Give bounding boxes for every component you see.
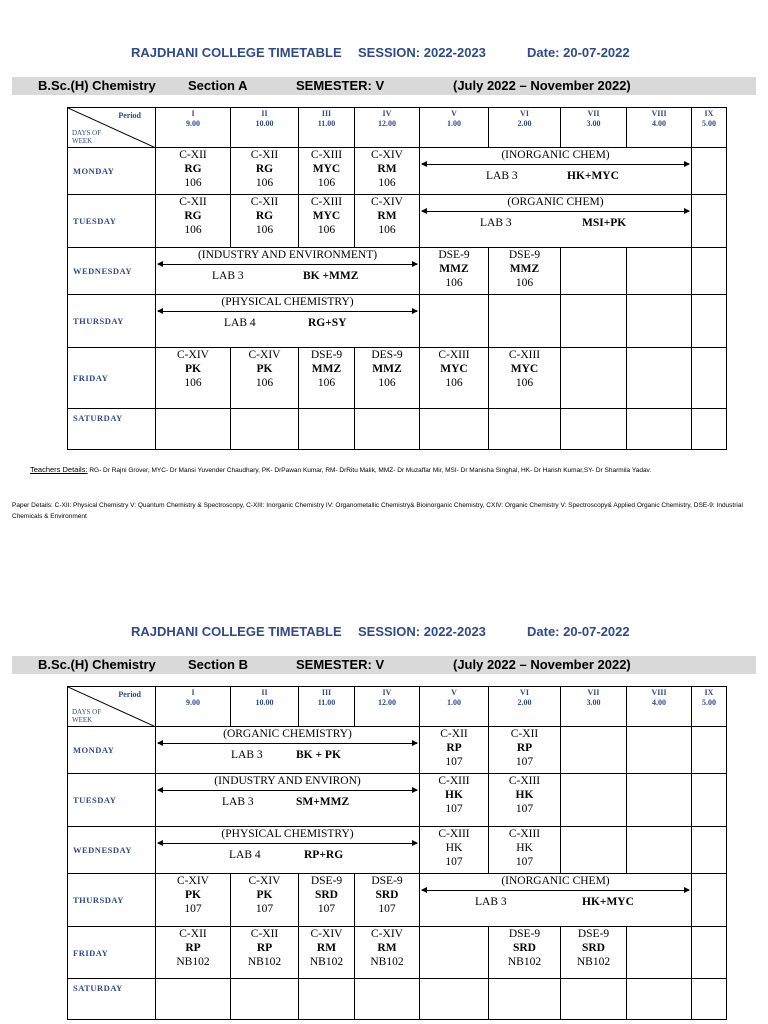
timetable-section-b	[67, 686, 727, 1020]
lab-cell	[156, 827, 420, 874]
period-4-header: IV 12.00	[355, 108, 420, 148]
lab-room: LAB 4	[229, 849, 261, 861]
span-arrow	[422, 890, 689, 891]
empty-cell	[692, 295, 727, 348]
period-header: Period	[118, 690, 141, 699]
span-arrow	[422, 211, 689, 212]
empty-cell	[692, 927, 727, 979]
lab-teachers: SM+MMZ	[296, 796, 350, 808]
session-label: SESSION: 2022-2023	[358, 624, 486, 639]
empty-cell	[420, 409, 489, 450]
class-cell: C-XII RP 107	[420, 727, 489, 774]
period-4-header: IV 12.00	[355, 687, 420, 727]
paper-details-text: C-XII: Physical Chemistry V: Quantum Chemistry & Spectroscopy, C-XIII: Inorganic Chemistry IV: Organometallic Chemistry& Bioinorganic Chemistry, CXIV: Organic Chemistry V: Spectroscopy& Applied Organic Chemistry, DSE-9: Industrial Chemicals & Environment	[12, 502, 743, 520]
semester-label: SEMESTER: V	[296, 78, 385, 93]
empty-cell	[692, 148, 727, 195]
day-label: FRIDAY	[68, 927, 156, 979]
paper-details	[12, 500, 756, 522]
days-header: DAYS OF WEEK	[72, 708, 102, 724]
empty-cell	[231, 979, 299, 1020]
lab-title: (PHYSICAL CHEMISTRY)	[221, 296, 354, 308]
empty-cell	[299, 409, 355, 450]
period-8-header: VIII 4.00	[627, 108, 692, 148]
empty-cell	[156, 979, 231, 1020]
period-5-header: V 1.00	[420, 108, 489, 148]
course-band-a	[12, 77, 756, 95]
class-cell: DSE-9 MMZ 106	[299, 348, 355, 409]
lab-cell	[156, 248, 420, 295]
paper-details-label: Paper Details:	[12, 502, 53, 509]
lab-cell	[420, 195, 692, 248]
day-label: SATURDAY	[68, 409, 156, 450]
lab-room: LAB 3	[475, 896, 507, 908]
empty-cell	[692, 727, 727, 774]
class-cell: C-XIII MYC 106	[299, 195, 355, 248]
class-cell: DES-9 MMZ 106	[355, 348, 420, 409]
class-cell: C-XII RP NB102	[231, 927, 299, 979]
empty-cell	[692, 248, 727, 295]
period-range: (July 2022 – November 2022)	[453, 657, 631, 672]
empty-cell	[489, 409, 561, 450]
period-7-header: VII 3.00	[561, 108, 627, 148]
empty-cell	[627, 348, 692, 409]
period-6-header: VI 2.00	[489, 108, 561, 148]
period-header: Period	[118, 111, 141, 120]
lab-room: LAB 3	[480, 217, 512, 229]
class-cell: C-XIII HK 107	[420, 774, 489, 827]
header-row	[68, 108, 727, 148]
class-cell: C-XIII HK 107	[420, 827, 489, 874]
lab-cell	[156, 774, 420, 827]
day-label: FRIDAY	[68, 348, 156, 409]
class-cell: DSE-9 SRD NB102	[561, 927, 627, 979]
period-1-header: I 9.00	[156, 108, 231, 148]
teachers-details-text: RG- Dr Rajni Grover, MYC- Dr Mansi Yuvender Chaudhary, PK- DrPawan Kumar, RM- DrRitu Malik, MMZ- Dr Muzaffar Mir, MSI- Dr Manisha Singhal, HK- Dr Harish Kumar,SY- Dr Sharmila Yadav.	[87, 467, 652, 474]
section-label: Section A	[188, 78, 248, 93]
empty-cell	[561, 774, 627, 827]
lab-teachers: RP+RG	[304, 849, 344, 861]
lab-room: LAB 4	[224, 317, 256, 329]
span-arrow	[158, 264, 417, 265]
teachers-details	[12, 464, 756, 476]
empty-cell	[561, 827, 627, 874]
period-3-header: III 11.00	[299, 687, 355, 727]
wednesday-row	[68, 248, 727, 295]
class-cell: C-XIV PK 107	[156, 874, 231, 927]
days-header: DAYS OF WEEK	[72, 129, 102, 145]
period-range: (July 2022 – November 2022)	[453, 78, 631, 93]
class-cell: C-XII RG 106	[156, 195, 231, 248]
lab-teachers: BK +MMZ	[303, 270, 359, 282]
empty-cell	[627, 409, 692, 450]
lab-title: (PHYSICAL CHEMISTRY)	[221, 828, 354, 840]
empty-cell	[355, 979, 420, 1020]
monday-row	[68, 727, 727, 774]
empty-cell	[627, 774, 692, 827]
empty-cell	[489, 979, 561, 1020]
course-label: B.Sc.(H) Chemistry	[38, 78, 156, 93]
friday-row	[68, 348, 727, 409]
empty-cell	[692, 979, 727, 1020]
span-arrow	[422, 164, 689, 165]
empty-cell	[627, 727, 692, 774]
college-title: RAJDHANI COLLEGE TIMETABLE	[131, 624, 342, 639]
empty-cell	[627, 248, 692, 295]
lab-title: (INORGANIC CHEM)	[501, 149, 610, 161]
lab-teachers: HK+MYC	[582, 896, 634, 908]
lab-teachers: RG+SY	[308, 317, 347, 329]
day-label: WEDNESDAY	[68, 248, 156, 295]
class-cell: C-XIV PK 106	[156, 348, 231, 409]
period-9-header: IX 5.00	[692, 687, 727, 727]
class-cell: C-XII RG 106	[231, 148, 299, 195]
lab-title: (INDUSTRY AND ENVIRONMENT)	[197, 249, 378, 261]
date-label: Date: 20-07-2022	[527, 624, 630, 639]
empty-cell	[692, 348, 727, 409]
friday-row	[68, 927, 727, 979]
empty-cell	[692, 827, 727, 874]
day-label: WEDNESDAY	[68, 827, 156, 874]
class-cell: C-XIII HK 107	[489, 774, 561, 827]
empty-cell	[561, 295, 627, 348]
empty-cell	[692, 195, 727, 248]
empty-cell	[627, 827, 692, 874]
college-title: RAJDHANI COLLEGE TIMETABLE	[131, 45, 342, 60]
class-cell: C-XII RP 107	[489, 727, 561, 774]
lab-room: LAB 3	[222, 796, 254, 808]
course-band-b	[12, 656, 756, 674]
wednesday-row	[68, 827, 727, 874]
day-label: THURSDAY	[68, 874, 156, 927]
semester-label: SEMESTER: V	[296, 657, 385, 672]
day-label: MONDAY	[68, 148, 156, 195]
period-2-header: II 10.00	[231, 687, 299, 727]
lab-teachers: BK + PK	[296, 749, 341, 761]
thursday-row	[68, 874, 727, 927]
saturday-row	[68, 409, 727, 450]
empty-cell	[561, 348, 627, 409]
empty-cell	[231, 409, 299, 450]
lab-cell	[420, 148, 692, 195]
corner-cell	[68, 687, 156, 727]
class-cell: C-XIII HK 107	[489, 827, 561, 874]
monday-row	[68, 148, 727, 195]
class-cell: C-XIV RM 106	[355, 195, 420, 248]
lab-cell	[156, 727, 420, 774]
section-label: Section B	[188, 657, 248, 672]
class-cell: DSE-9 MMZ 106	[420, 248, 489, 295]
day-label: MONDAY	[68, 727, 156, 774]
empty-cell	[561, 248, 627, 295]
empty-cell	[299, 979, 355, 1020]
empty-cell	[692, 409, 727, 450]
lab-room: LAB 3	[486, 170, 518, 182]
period-2-header: II 10.00	[231, 108, 299, 148]
class-cell: C-XIII MYC 106	[299, 148, 355, 195]
class-cell: C-XIII MYC 106	[489, 348, 561, 409]
lab-cell	[156, 295, 420, 348]
span-arrow	[158, 843, 417, 844]
class-cell: C-XII RP NB102	[156, 927, 231, 979]
lab-title: (INORGANIC CHEM)	[501, 875, 610, 887]
period-7-header: VII 3.00	[561, 687, 627, 727]
empty-cell	[692, 874, 727, 927]
class-cell: DSE-9 SRD 107	[299, 874, 355, 927]
class-cell: DSE-9 SRD 107	[355, 874, 420, 927]
lab-title: (INDUSTRY AND ENVIRON)	[214, 775, 361, 787]
day-label: TUESDAY	[68, 195, 156, 248]
class-cell: C-XIV PK 106	[231, 348, 299, 409]
lab-cell	[420, 874, 692, 927]
day-label: SATURDAY	[68, 979, 156, 1020]
empty-cell	[627, 295, 692, 348]
empty-cell	[420, 979, 489, 1020]
tuesday-row	[68, 774, 727, 827]
span-arrow	[158, 790, 417, 791]
corner-cell	[68, 108, 156, 148]
span-arrow	[158, 311, 417, 312]
lab-room: LAB 3	[231, 749, 263, 761]
tuesday-row	[68, 195, 727, 248]
empty-cell	[561, 979, 627, 1020]
timetable-section-a	[67, 107, 727, 450]
class-cell: C-XIV RM NB102	[355, 927, 420, 979]
class-cell: C-XII RG 106	[156, 148, 231, 195]
thursday-row	[68, 295, 727, 348]
empty-cell	[627, 979, 692, 1020]
empty-cell	[420, 927, 489, 979]
empty-cell	[561, 727, 627, 774]
span-arrow	[158, 743, 417, 744]
session-label: SESSION: 2022-2023	[358, 45, 486, 60]
empty-cell	[489, 295, 561, 348]
empty-cell	[355, 409, 420, 450]
lab-teachers: MSI+PK	[582, 217, 627, 229]
class-cell: C-XIV RM NB102	[299, 927, 355, 979]
lab-room: LAB 3	[212, 270, 244, 282]
class-cell: C-XIV PK 107	[231, 874, 299, 927]
empty-cell	[420, 295, 489, 348]
date-label: Date: 20-07-2022	[527, 45, 630, 60]
header-row	[68, 687, 727, 727]
period-6-header: VI 2.00	[489, 687, 561, 727]
saturday-row	[68, 979, 727, 1020]
empty-cell	[627, 927, 692, 979]
class-cell: C-XIII MYC 106	[420, 348, 489, 409]
period-9-header: IX 5.00	[692, 108, 727, 148]
empty-cell	[561, 409, 627, 450]
lab-title: (ORGANIC CHEMISTRY)	[223, 728, 352, 740]
period-8-header: VIII 4.00	[627, 687, 692, 727]
teachers-details-label: Teachers Details:	[30, 465, 88, 474]
class-cell: C-XII RG 106	[231, 195, 299, 248]
course-label: B.Sc.(H) Chemistry	[38, 657, 156, 672]
class-cell: C-XIV RM 106	[355, 148, 420, 195]
period-5-header: V 1.00	[420, 687, 489, 727]
class-cell: DSE-9 SRD NB102	[489, 927, 561, 979]
empty-cell	[156, 409, 231, 450]
lab-teachers: HK+MYC	[567, 170, 619, 182]
period-3-header: III 11.00	[299, 108, 355, 148]
empty-cell	[692, 774, 727, 827]
class-cell: DSE-9 MMZ 106	[489, 248, 561, 295]
day-label: TUESDAY	[68, 774, 156, 827]
day-label: THURSDAY	[68, 295, 156, 348]
period-1-header: I 9.00	[156, 687, 231, 727]
lab-title: (ORGANIC CHEM)	[507, 196, 604, 208]
